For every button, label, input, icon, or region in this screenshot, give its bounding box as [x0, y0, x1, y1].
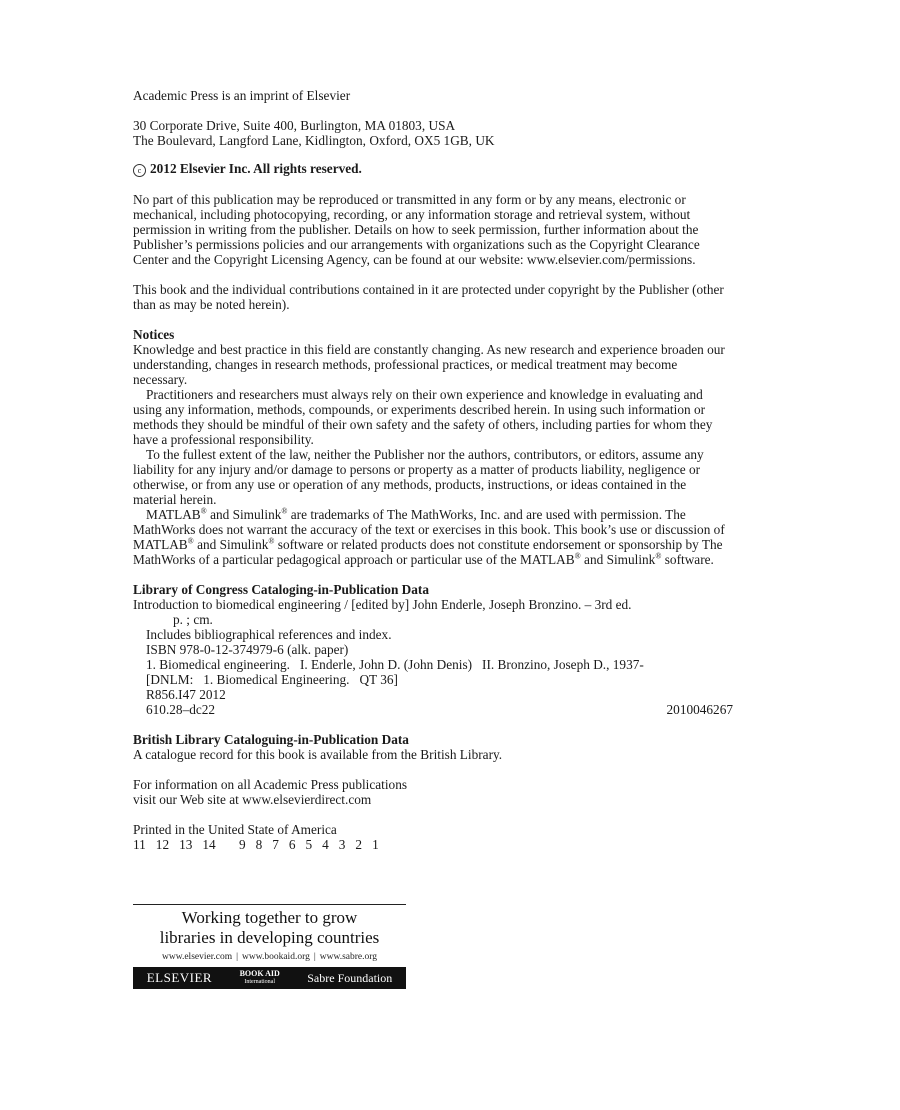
- url-elsevier: www.elsevier.com: [162, 952, 233, 962]
- address-us: 30 Corporate Drive, Suite 400, Burlington, MA 01803, USA: [133, 118, 456, 133]
- loc-cip-subjects: 1. Biomedical engineering. I. Enderle, John D. (John Denis) II. Bronzino, Joseph D., 1937-: [146, 657, 644, 672]
- bl-cip-heading: British Library Cataloguing-in-Publication Data: [133, 732, 409, 747]
- bl-cip-text: A catalogue record for this book is available from the British Library.: [133, 747, 503, 762]
- registered-mark: ®: [187, 536, 194, 546]
- loc-cip-lccn: 2010046267: [666, 702, 733, 717]
- notices-heading: Notices: [133, 327, 175, 342]
- book-aid-logo-text: BOOK AID: [239, 969, 280, 978]
- url-separator: |: [313, 952, 316, 962]
- elsevier-logo: ELSEVIER: [146, 970, 213, 985]
- loc-cip-line: Includes bibliographical references and index.: [146, 627, 392, 642]
- registered-mark: ®: [655, 551, 662, 561]
- copyright-page: [133, 88, 733, 852]
- book-aid-banner: [133, 904, 406, 989]
- imprint-line: Academic Press is an imprint of Elsevier: [133, 88, 351, 103]
- loc-cip-title: Introduction to biomedical engineering / [edited by] John Enderle, Joseph Bronzino. – 3rd ed.: [133, 597, 632, 612]
- loc-cip-class-row: [133, 702, 733, 717]
- banner-headline: [133, 904, 406, 948]
- loc-cip-pages: p. ; cm.: [173, 612, 213, 627]
- sabre-foundation-logo: Sabre Foundation: [307, 970, 393, 985]
- trademark-simulink: and Simulink: [193, 537, 269, 552]
- impression-number: 8: [255, 837, 263, 852]
- loc-cip-class-number: 610.28–dc22: [146, 702, 216, 717]
- address-uk: The Boulevard, Langford Lane, Kidlington, Oxford, OX5 1GB, UK: [133, 133, 495, 148]
- book-aid-logo-subtext: International: [244, 979, 275, 985]
- loc-cip-dnlm: [DNLM: 1. Biomedical Engineering. QT 36]: [146, 672, 398, 687]
- protection-paragraph: This book and the individual contributions contained in it are protected under copyright by the Publisher (other than as may be noted herein).: [133, 282, 724, 312]
- year-number: 12: [155, 837, 170, 852]
- impression-number: 9: [238, 837, 246, 852]
- registered-mark: ®: [281, 506, 288, 516]
- loc-cip-isbn: ISBN 978-0-12-374979-6 (alk. paper): [146, 642, 349, 657]
- url-sabre: www.sabre.org: [319, 952, 377, 962]
- registered-mark: ®: [268, 536, 275, 546]
- impression-number: 3: [338, 837, 346, 852]
- copyright-icon: c: [133, 164, 146, 177]
- rights-paragraph: No part of this publication may be reproduced or transmitted in any form or by any means, electronic or mechanical, including photocopying, recording, or any information storage and retrieval system, without permission in writing from the publisher. Details on how to seek permission, further information about the Publisher’s permissions policies and our arrangements with organizations such as the Copyright Clearance Center and the Copyright Licensing Agency, can be found at our website: www.elsevier.com/permissions.: [133, 192, 700, 267]
- url-bookaid: www.bookaid.org: [242, 952, 310, 962]
- banner-logo-bar: [133, 967, 406, 989]
- info-line-2: visit our Web site at www.elsevierdirect.com: [133, 792, 372, 807]
- trademark-text: software.: [661, 552, 714, 567]
- printing-numbers: [133, 837, 733, 852]
- notices-paragraph-1: Knowledge and best practice in this field are constantly changing. As new research and experience broaden our understanding, changes in research methods, professional practices, or medical treatment may become necessary.: [133, 342, 725, 387]
- notices-paragraph-4: [133, 507, 733, 567]
- trademark-matlab: MATLAB: [146, 507, 201, 522]
- trademark-simulink: and Simulink: [580, 552, 656, 567]
- year-number: 11: [133, 837, 146, 852]
- registered-mark: ®: [574, 551, 581, 561]
- banner-line-1: Working together to grow: [181, 908, 358, 927]
- banner-line-2: libraries in developing countries: [159, 928, 380, 947]
- impression-number: 6: [288, 837, 296, 852]
- impression-number: 2: [355, 837, 363, 852]
- printed-line: Printed in the United State of America: [133, 822, 337, 837]
- loc-cip-heading: Library of Congress Cataloging-in-Publication Data: [133, 582, 429, 597]
- url-separator: |: [236, 952, 238, 962]
- copyright-text: 2012 Elsevier Inc. All rights reserved.: [150, 161, 362, 176]
- impression-number: 5: [305, 837, 313, 852]
- banner-urls: [133, 952, 406, 966]
- notices-paragraph-3: To the fullest extent of the law, neither the Publisher nor the authors, contributors, or editors, assume any liability for any injury and/or damage to persons or property as a matter of products liability, negligence or otherwise, or from any use or operation of any methods, products, instructions, or ideas contained in the material herein.: [133, 447, 704, 507]
- trademark-text: software or related products does not constitute endorsement or sponsorship by The MathWorks of a particular pedagogical approach or particular use of the MATLAB: [133, 537, 723, 567]
- loc-cip-callnumber: R856.I47 2012: [146, 687, 226, 702]
- impression-number: 4: [322, 837, 329, 852]
- registered-mark: ®: [200, 506, 207, 516]
- trademark-text: are trademarks of The MathWorks, Inc. and are used with permission. The MathWorks does not warrant the accuracy of the text or exercises in this book. This book’s use or discussion of MATLAB: [133, 507, 725, 552]
- book-aid-logo: [240, 970, 280, 986]
- year-number: 14: [202, 837, 216, 852]
- info-line-1: For information on all Academic Press publications: [133, 777, 408, 792]
- impression-number: 7: [272, 837, 279, 852]
- notices-paragraph-2: Practitioners and researchers must always rely on their own experience and knowledge in evaluating and using any information, methods, compounds, or experiments described herein. In using such information or methods they should be mindful of their own safety and the safety of others, including parties for whom they have a professional responsibility.: [133, 387, 713, 447]
- impression-number: 1: [372, 837, 379, 852]
- trademark-simulink: and Simulink: [206, 507, 282, 522]
- copyright-line: [133, 161, 733, 177]
- year-number: 13: [179, 837, 193, 852]
